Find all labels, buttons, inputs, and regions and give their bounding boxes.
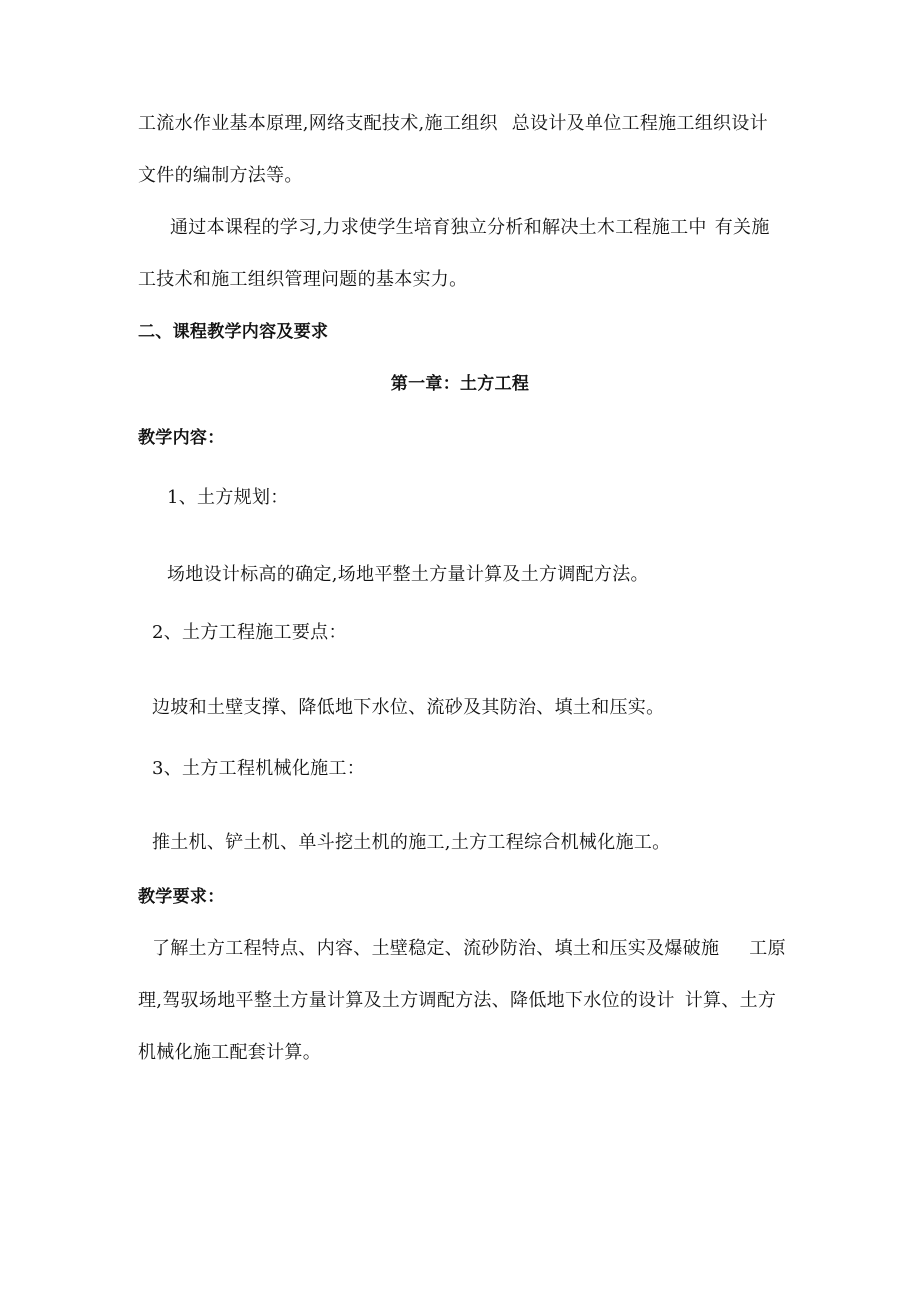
intro-line-3 (170, 216, 770, 240)
requirements-line-1-part-2: 工原 (749, 938, 786, 959)
section-heading: 二、课程教学内容及要求 (138, 322, 329, 342)
content-item-1-body: 场地设计标高的确定,场地平整土方量计算及土方调配方法。 (167, 564, 649, 585)
intro-line-1-part-2: 总设计及单位工程施工组织设计 (511, 113, 768, 134)
intro-line-4: 工技术和施工组织管理问题的基本实力。 (138, 269, 468, 290)
requirements-label: 教学要求： (138, 887, 225, 907)
intro-line-3-part-1: 通过本课程的学习,力求使学生培育独立分析和解决土木工程施工中 (170, 217, 707, 238)
requirements-line-1 (152, 937, 786, 961)
content-label: 教学内容： (138, 428, 225, 448)
intro-line-2: 文件的编制方法等。 (138, 165, 303, 186)
requirements-line-2-part-1: 理,驾驭场地平整土方量计算及土方调配方法、降低地下水位的设计 (138, 990, 675, 1011)
chapter-title: 第一章：土方工程 (390, 374, 530, 394)
requirements-line-2-part-2: 计算、土方 (684, 990, 777, 1011)
content-item-3-title: 3、土方工程机械化施工： (152, 758, 366, 779)
requirements-line-2 (138, 989, 776, 1013)
requirements-line-1-part-1: 了解土方工程特点、内容、土壁稳定、流砂防治、填土和压实及爆破施 (152, 938, 720, 959)
intro-line-1-part-1: 工流水作业基本原理,网络支配技术,施工组织 (138, 113, 498, 134)
content-item-1-title: 1、土方规划： (167, 487, 289, 508)
content-item-3-body: 推土机、铲土机、单斗挖土机的施工,土方工程综合机械化施工。 (152, 832, 671, 853)
content-item-2-body: 边坡和土壁支撑、降低地下水位、流砂及其防治、填土和压实。 (152, 697, 665, 718)
content-item-2-title: 2、土方工程施工要点： (152, 622, 347, 643)
intro-line-1 (138, 112, 768, 136)
intro-line-3-part-2: 有关施 (714, 217, 770, 238)
requirements-line-3: 机械化施工配套计算。 (138, 1042, 321, 1063)
